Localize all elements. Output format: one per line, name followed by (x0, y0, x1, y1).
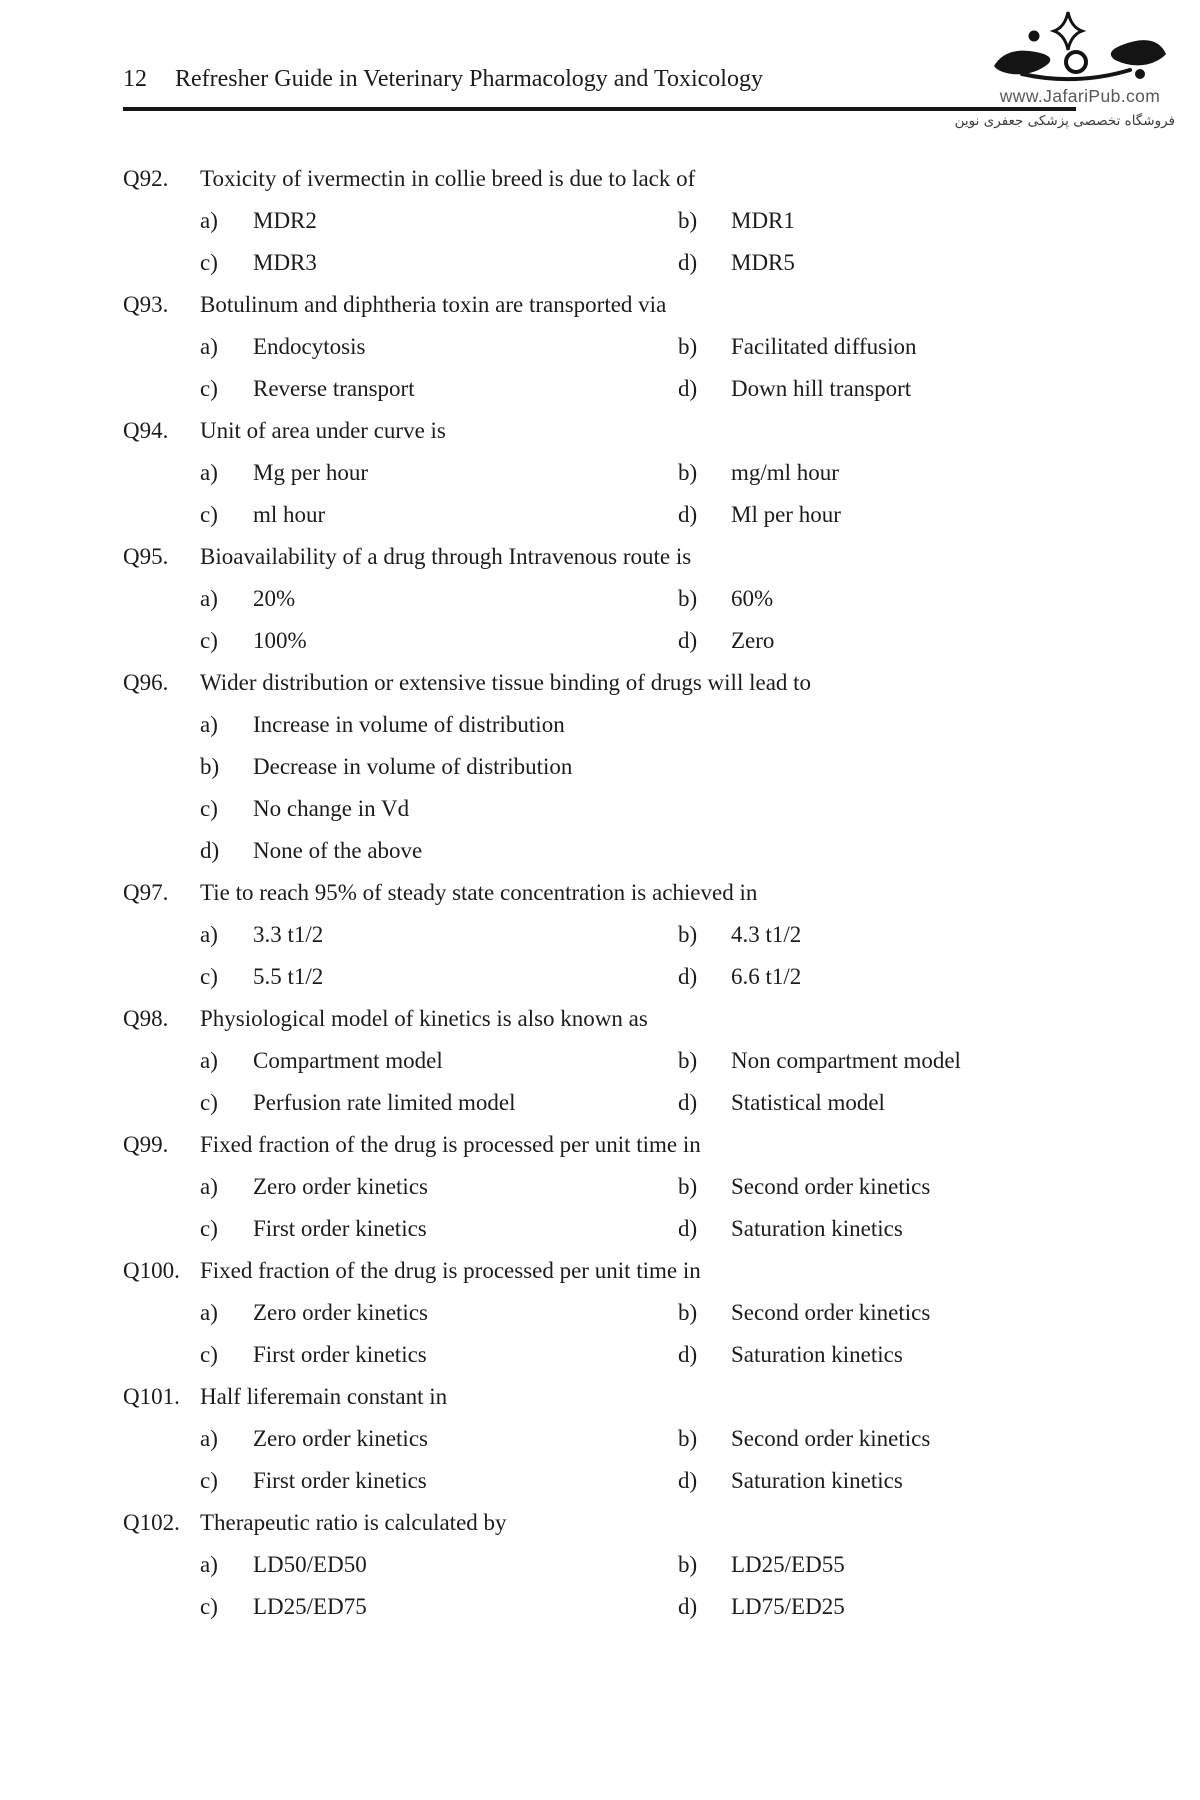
option-text: LD25/ED75 (253, 1594, 367, 1619)
option-text: Reverse transport (253, 376, 415, 401)
question-text: Bioavailability of a drug through Intravenous route is (200, 544, 692, 569)
answer-option (200, 452, 678, 494)
question-block (123, 536, 1133, 662)
answer-option (200, 956, 678, 998)
option-letter: c) (200, 964, 218, 989)
option-text: No change in Vd (253, 796, 410, 821)
option-letter: a) (200, 1174, 218, 1199)
question-block (123, 872, 1133, 998)
question-text: Therapeutic ratio is calculated by (200, 1510, 507, 1535)
option-letter: c) (200, 1594, 218, 1619)
option-text: Decrease in volume of distribution (253, 754, 573, 779)
option-letter: c) (200, 796, 218, 821)
option-text: Mg per hour (253, 460, 368, 485)
option-text: ml hour (253, 502, 326, 527)
question-options (200, 1166, 1133, 1250)
option-letter: c) (200, 502, 218, 527)
header-rule (123, 107, 1076, 111)
question-text: Fixed fraction of the drug is processed per unit time in (200, 1258, 701, 1283)
answer-option (678, 1292, 1133, 1334)
option-text: Second order kinetics (731, 1300, 931, 1325)
option-letter: d) (200, 838, 220, 863)
option-text: MDR3 (253, 250, 317, 275)
question-number: Q95. (123, 544, 169, 569)
option-letter: c) (200, 628, 218, 653)
option-text: MDR2 (253, 208, 317, 233)
option-text: Facilitated diffusion (731, 334, 917, 359)
question-text: Unit of area under curve is (200, 418, 446, 443)
question-block (123, 1124, 1133, 1250)
question-text: Toxicity of ivermectin in collie breed is due to lack of (200, 166, 696, 191)
option-letter: b) (678, 1174, 698, 1199)
option-letter: d) (678, 628, 698, 653)
question-number: Q100. (123, 1258, 180, 1283)
option-text: Down hill transport (731, 376, 912, 401)
question-number: Q93. (123, 292, 169, 317)
option-letter: b) (678, 1300, 698, 1325)
option-text: LD50/ED50 (253, 1552, 367, 1577)
option-text: 5.5 t1/2 (253, 964, 324, 989)
option-text: 4.3 t1/2 (731, 922, 802, 947)
option-letter: b) (678, 1426, 698, 1451)
option-text: Zero order kinetics (253, 1426, 428, 1451)
option-text: Saturation kinetics (731, 1468, 903, 1493)
option-letter: c) (200, 1342, 218, 1367)
question-number: Q94. (123, 418, 169, 443)
question-options (200, 578, 1133, 662)
option-letter: b) (678, 922, 698, 947)
question-number: Q98. (123, 1006, 169, 1031)
option-letter: b) (678, 334, 698, 359)
option-text: Saturation kinetics (731, 1216, 903, 1241)
option-text: Compartment model (253, 1048, 443, 1073)
option-letter: a) (200, 1426, 218, 1451)
book-title: Refresher Guide in Veterinary Pharmacology and Toxicology (175, 66, 763, 92)
option-letter: c) (200, 250, 218, 275)
answer-option (678, 1460, 1133, 1502)
answer-option (200, 620, 678, 662)
question-number: Q99. (123, 1132, 169, 1157)
option-text: Statistical model (731, 1090, 885, 1115)
answer-option (678, 1418, 1133, 1460)
option-letter: b) (200, 754, 220, 779)
option-text: First order kinetics (253, 1468, 427, 1493)
option-text: Perfusion rate limited model (253, 1090, 516, 1115)
answer-option (678, 494, 1133, 536)
option-letter: a) (200, 208, 218, 233)
question-options (200, 1040, 1133, 1124)
question-block (123, 1376, 1133, 1502)
option-text: None of the above (253, 838, 423, 863)
answer-option (200, 1418, 678, 1460)
option-text: MDR5 (731, 250, 795, 275)
question-number: Q101. (123, 1384, 180, 1409)
question-options (200, 704, 1133, 872)
option-letter: b) (678, 1048, 698, 1073)
question-text: Physiological model of kinetics is also known as (200, 1006, 648, 1031)
answer-option (678, 914, 1133, 956)
option-text: Ml per hour (731, 502, 841, 527)
option-text: 100% (253, 628, 307, 653)
answer-option (678, 1082, 1133, 1124)
answer-option (678, 200, 1133, 242)
option-letter: c) (200, 1468, 218, 1493)
option-letter: d) (678, 1090, 698, 1115)
option-text: 20% (253, 586, 296, 611)
answer-option (200, 1334, 678, 1376)
question-block (123, 410, 1133, 536)
answer-option (200, 704, 1133, 746)
question-block (123, 662, 1133, 872)
option-letter: b) (678, 1552, 698, 1577)
option-text: First order kinetics (253, 1216, 427, 1241)
question-options (200, 1292, 1133, 1376)
question-text: Half liferemain constant in (200, 1384, 448, 1409)
answer-option (200, 1040, 678, 1082)
answer-option (200, 368, 678, 410)
page-header (123, 66, 763, 93)
answer-option (200, 494, 678, 536)
page-number: 12 (123, 66, 147, 92)
option-letter: d) (678, 1468, 698, 1493)
option-letter: d) (678, 376, 698, 401)
option-letter: d) (678, 250, 698, 275)
option-letter: d) (678, 502, 698, 527)
answer-option (678, 242, 1133, 284)
option-text: Zero (731, 628, 775, 653)
answer-option (200, 1082, 678, 1124)
answer-option (200, 326, 678, 368)
option-text: LD25/ED55 (731, 1552, 845, 1577)
question-options (200, 452, 1133, 536)
question-number: Q102. (123, 1510, 180, 1535)
answer-option (200, 1460, 678, 1502)
answer-option (678, 1334, 1133, 1376)
option-letter: a) (200, 334, 218, 359)
option-letter: b) (678, 208, 698, 233)
question-block (123, 998, 1133, 1124)
option-text: First order kinetics (253, 1342, 427, 1367)
option-letter: d) (678, 1594, 698, 1619)
option-text: MDR1 (731, 208, 795, 233)
answer-option (200, 578, 678, 620)
answer-option (678, 578, 1133, 620)
answer-option (200, 788, 1133, 830)
publisher-caption: فروشگاه تخصصی پزشکی جعفری نوین (954, 113, 1175, 129)
answer-option (678, 1544, 1133, 1586)
question-options (200, 326, 1133, 410)
answer-option (678, 956, 1133, 998)
option-letter: c) (200, 1090, 218, 1115)
answer-option (200, 746, 1133, 788)
answer-option (678, 1586, 1133, 1628)
option-letter: a) (200, 1300, 218, 1325)
option-letter: a) (200, 1048, 218, 1073)
question-block (123, 158, 1133, 284)
question-text: Botulinum and diphtheria toxin are transported via (200, 292, 667, 317)
option-letter: a) (200, 922, 218, 947)
question-text: Fixed fraction of the drug is processed per unit time in (200, 1132, 701, 1157)
option-text: Second order kinetics (731, 1426, 931, 1451)
answer-option (200, 914, 678, 956)
answer-option (678, 368, 1133, 410)
answer-option (200, 830, 1133, 872)
question-number: Q92. (123, 166, 169, 191)
option-text: Increase in volume of distribution (253, 712, 565, 737)
answer-option (200, 242, 678, 284)
answer-option (200, 1208, 678, 1250)
question-list (123, 158, 1133, 1628)
option-letter: a) (200, 460, 218, 485)
option-text: Zero order kinetics (253, 1300, 428, 1325)
option-letter: a) (200, 712, 218, 737)
answer-option (678, 620, 1133, 662)
question-number: Q96. (123, 670, 169, 695)
option-text: Saturation kinetics (731, 1342, 903, 1367)
answer-option (678, 452, 1133, 494)
option-letter: d) (678, 1216, 698, 1241)
option-letter: b) (678, 460, 698, 485)
option-letter: d) (678, 1342, 698, 1367)
option-text: LD75/ED25 (731, 1594, 845, 1619)
question-text: Wider distribution or extensive tissue binding of drugs will lead to (200, 670, 812, 695)
answer-option (678, 1166, 1133, 1208)
option-text: Second order kinetics (731, 1174, 931, 1199)
publisher-url: www.JafariPub.com (999, 86, 1161, 106)
answer-option (200, 1544, 678, 1586)
publisher-logo (988, 10, 1172, 107)
question-options (200, 914, 1133, 998)
question-block (123, 1502, 1133, 1628)
question-block (123, 1250, 1133, 1376)
option-text: Endocytosis (253, 334, 366, 359)
answer-option (678, 1208, 1133, 1250)
option-text: 60% (731, 586, 774, 611)
question-block (123, 284, 1133, 410)
option-letter: a) (200, 586, 218, 611)
answer-option (200, 1292, 678, 1334)
option-text: mg/ml hour (731, 460, 839, 485)
answer-option (200, 200, 678, 242)
option-letter: d) (678, 964, 698, 989)
question-text: Tie to reach 95% of steady state concentration is achieved in (200, 880, 758, 905)
answer-option (678, 326, 1133, 368)
answer-option (200, 1166, 678, 1208)
option-text: Non compartment model (731, 1048, 961, 1073)
question-number: Q97. (123, 880, 169, 905)
question-options (200, 200, 1133, 284)
question-options (200, 1418, 1133, 1502)
question-options (200, 1544, 1133, 1628)
option-text: 3.3 t1/2 (253, 922, 324, 947)
option-letter: c) (200, 1216, 218, 1241)
option-letter: c) (200, 376, 218, 401)
option-text: 6.6 t1/2 (731, 964, 802, 989)
answer-option (200, 1586, 678, 1628)
option-text: Zero order kinetics (253, 1174, 428, 1199)
option-letter: b) (678, 586, 698, 611)
answer-option (678, 1040, 1133, 1082)
option-letter: a) (200, 1552, 218, 1577)
publisher-logo-icon (988, 10, 1172, 88)
